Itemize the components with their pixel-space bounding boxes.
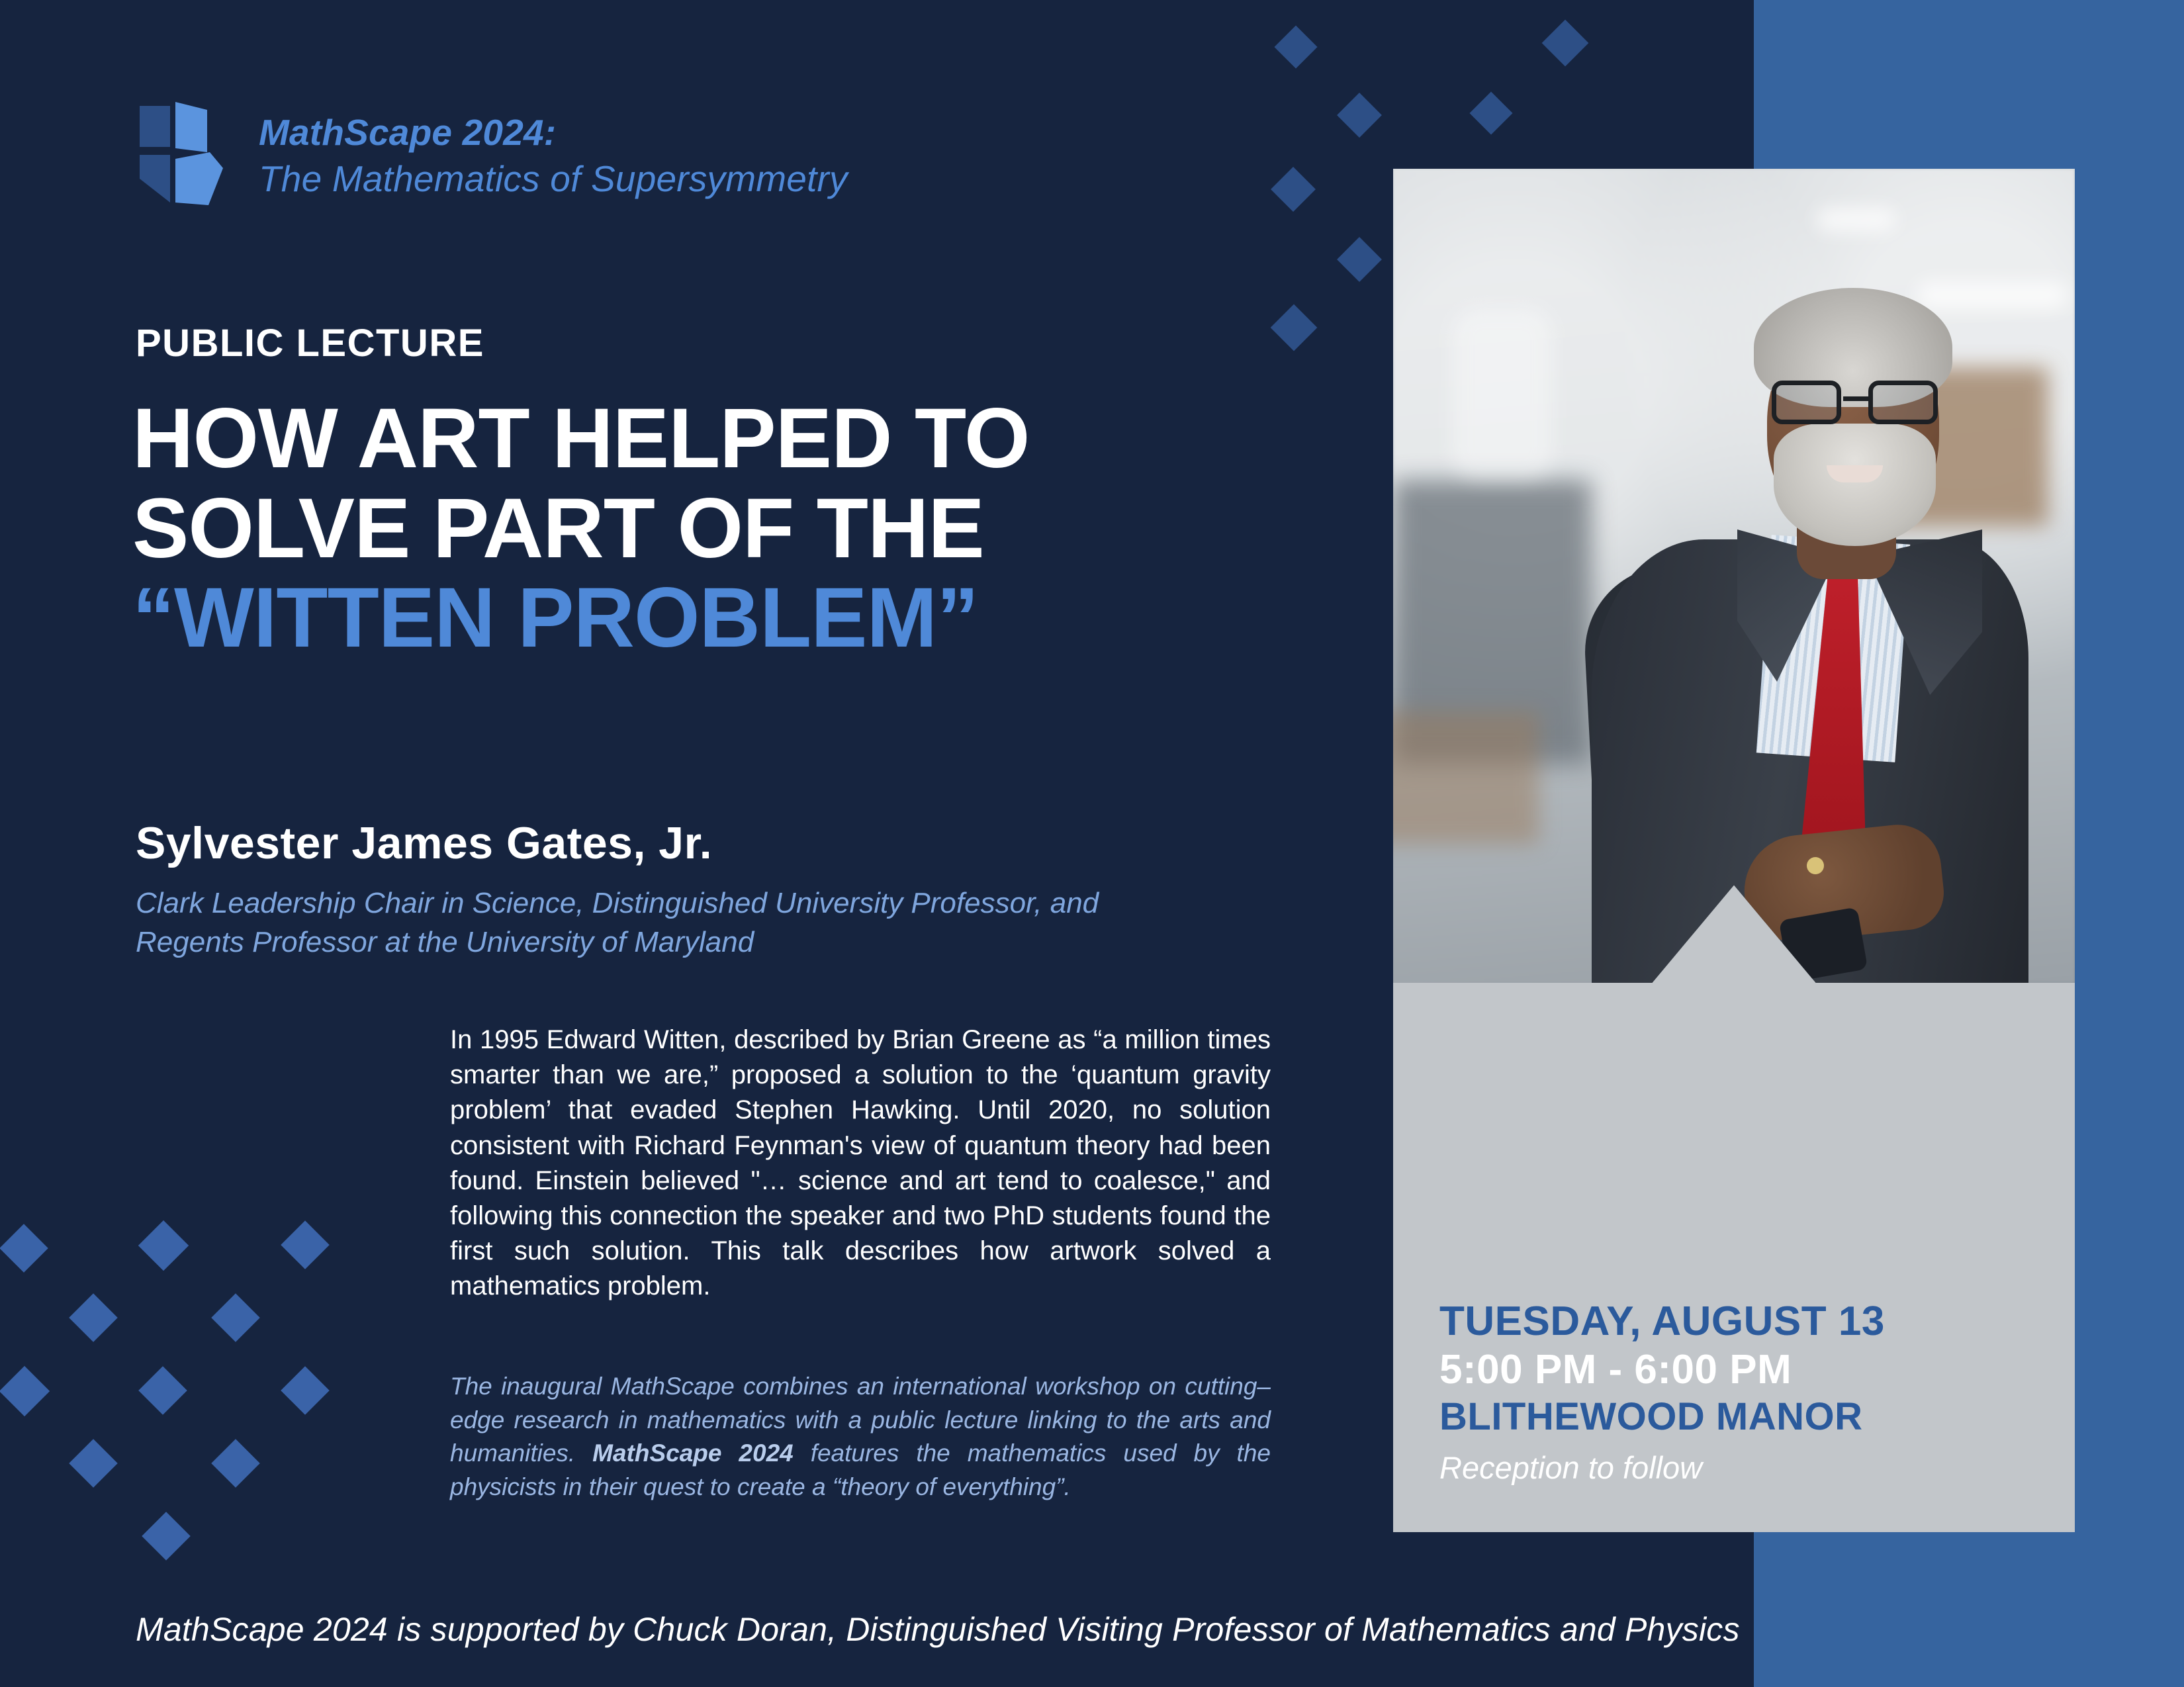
event-details — [1439, 1297, 2035, 1486]
diamond-decoration — [142, 1512, 191, 1561]
speaker-figure — [1393, 169, 2075, 983]
diamond-decoration — [1271, 167, 1316, 212]
diamond-decoration — [211, 1439, 260, 1488]
diamond-decoration — [211, 1293, 260, 1342]
event-time: 5:00 PM - 6:00 PM — [1439, 1347, 1792, 1393]
event-venue: BLITHEWOOD MANOR — [1439, 1395, 1863, 1439]
brand-subtitle: The Mathematics of Supersymmetry — [259, 158, 848, 199]
beard — [1774, 424, 1936, 546]
speaker-name: Sylvester James Gates, Jr. — [136, 818, 713, 868]
event-date: TUESDAY, AUGUST 13 — [1439, 1299, 1885, 1345]
speaker-title: Clark Leadership Chair in Science, Distinguished University Professor, and Regents Professor at the University of Maryland — [136, 887, 1099, 959]
brand-logo — [136, 99, 848, 212]
eyeglasses-icon — [1770, 381, 1939, 427]
diamond-decoration — [0, 1366, 50, 1416]
diamond-decoration — [0, 1224, 48, 1273]
diamond-decoration — [1274, 25, 1317, 68]
note-part-1: The inaugural MathScape combines an international workshop on cutting–edge research in mathematics with a public lecture linking to the arts and humanities. — [450, 1373, 1271, 1467]
note-emphasis: MathScape 2024 — [592, 1439, 794, 1467]
headline-line-3: “WITTEN PROBLEM” — [132, 570, 979, 666]
note-part-2: features the mathematics used by the physicists in their quest to create a “theory of everything”. — [450, 1439, 1271, 1501]
abstract-text: In 1995 Edward Witten, described by Brian Greene as “a million times smarter than we are,” proposed a solution to the ‘quantum gravity problem’ that evaded Stephen Hawking. Until 2020, no solution consistent with Richard Feynman's view of quantum theory had been found. Einstein believed "… science and art tend to coalesce," and following this connection the speaker and two PhD students found the first such solution. This talk describes how artwork solved a mathematics problem. — [450, 1025, 1271, 1301]
diamond-decoration — [1337, 93, 1382, 138]
glasses-lens-right — [1868, 381, 1938, 424]
diamond-decoration — [138, 1366, 187, 1415]
event-note — [450, 1370, 1271, 1504]
diamond-decoration — [281, 1366, 330, 1415]
support-footer: MathScape 2024 is supported by Chuck Doran, Distinguished Visiting Professor of Mathematics and Physics — [136, 1611, 1740, 1648]
glasses-bridge — [1843, 396, 1868, 401]
diamond-decoration — [1469, 91, 1512, 134]
diamond-decoration — [138, 1220, 189, 1271]
diamond-decoration — [69, 1293, 118, 1342]
headline-line-2: SOLVE PART OF THE — [132, 480, 984, 576]
smile — [1827, 465, 1883, 482]
diamond-decoration — [281, 1220, 330, 1269]
diamond-decoration — [69, 1439, 118, 1488]
diamond-decoration — [1337, 237, 1382, 282]
speaker-photo — [1393, 169, 2075, 983]
page-title — [132, 391, 1343, 666]
lecture-kicker: PUBLIC LECTURE — [136, 322, 484, 365]
speaker-card — [1393, 169, 2075, 1532]
glasses-lens-left — [1772, 381, 1841, 424]
brand-title: MathScape 2024: — [259, 111, 557, 153]
diamond-decoration — [1542, 20, 1589, 67]
mathscape-cube-logo-icon — [136, 99, 234, 212]
finger-ring — [1807, 857, 1824, 874]
headline-line-1: HOW ART HELPED TO — [132, 391, 1030, 486]
brand-text — [259, 109, 848, 203]
diamond-decoration — [1271, 304, 1318, 351]
event-reception-note: Reception to follow — [1439, 1450, 1703, 1485]
